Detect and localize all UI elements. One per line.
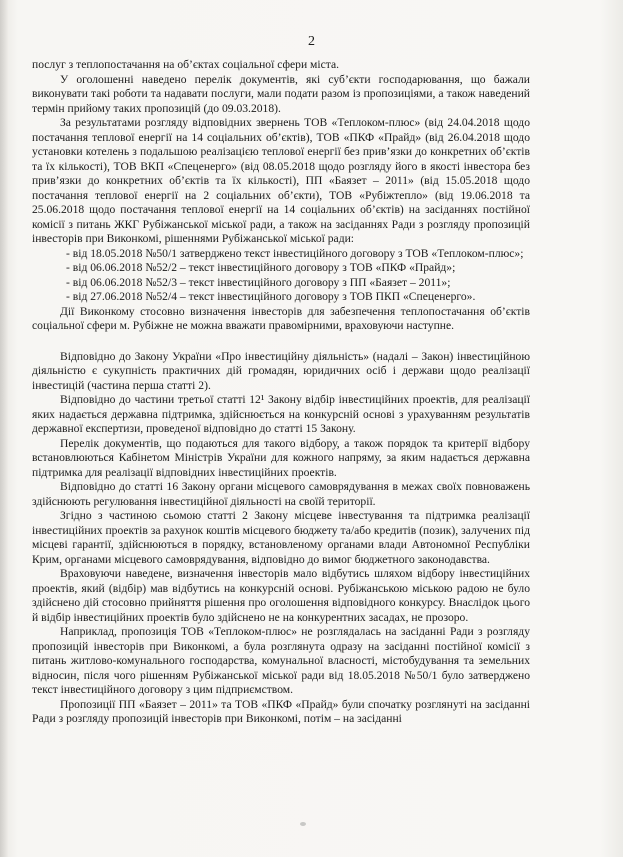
page-number: 2 bbox=[308, 34, 315, 49]
paragraph: Дії Виконкому стосовно визначення інвесторів для забезпечення теплопостачання об’єктів соціальної сфери м. Рубіжне не можна вважати правомірними, враховуючи наступне. bbox=[32, 304, 530, 332]
list-item: - від 27.06.2018 №52/4 – текст інвестиційного договору з ТОВ ПКП «Спеценерго». bbox=[66, 290, 476, 303]
paragraph: Відповідно до частини третьої статті 12¹ Закону відбір інвестиційних проектів, для реалізації яких надається державна підтримка, здійснюється на конкурсній основі з урахуванням результатів державної експертизи, проведеної відповідно до статті 15 Закону. bbox=[32, 393, 530, 435]
list-item: - від 06.06.2018 №52/3 – текст інвестиційного договору з ПП «Баязет – 2011»; bbox=[66, 275, 451, 289]
page-fold-shadow bbox=[0, 0, 8, 857]
paragraph: Згідно з частиною сьомою статті 2 Закону місцеве інвестування та підтримка реалізації інвестиційних проектів за рахунок коштів місцевого бюджету та/або кредитів (позик), залучених під місцеві гарантії, здійснюються в порядку, встановленому органами влади Автономної Республіки Крим, органами місцевого самоврядування, відповідно до вимог бюджетного законодавства. bbox=[32, 509, 530, 566]
paragraph: послуг з теплопостачання на об’єктах соціальної сфери міста. bbox=[32, 58, 340, 71]
paragraph: Перелік документів, що подаються для такого відбору, а також порядок та критерії відбору встановлюються Кабінетом Міністрів України для кожного напряму, за яким надається державна підтримка для реалізації відповідних інвестиційних проектів. bbox=[32, 436, 530, 479]
paragraph: Наприклад, пропозиція ТОВ «Теплоком-плюс» не розглядалась на засіданні Ради з розгляду пропозицій інвесторів при Виконкомі, а була розглянута одразу на засіданні постійної комісії з питань житлово-комунального господарства, комунальної власності, містобудування та земельних відносин, після чого рішенням Рубіжанської міської ради від 18.05.2018 №50/1 було затверджено текст інвестиційного договору з цим підприємством. bbox=[32, 625, 530, 696]
list-item: - від 18.05.2018 №50/1 затверджено текст інвестиційного договору з ТОВ «Теплоком-плюс»; bbox=[66, 246, 524, 260]
paragraph: Відповідно до Закону України «Про інвестиційну діяльність» (надалі – Закон) інвестиційною діяльністю є сукупність практичних дій громадян, юридичних осіб і держави щодо реалізації інвестицій (частина перша статті 2). bbox=[32, 349, 530, 392]
paragraph: Враховуючи наведене, визначення інвесторів мало відбутись шляхом відбору інвестиційних проектів, який (відбір) мав відбутись на конкурсній основі. Рубіжанською міською радою не було здійснено дій стосовно прийняття рішення про оголошення відповідного конкурсу. Внаслідок цього й відбір інвестиційних проектів було здійснено не на конкурентних засадах, не прозоро. bbox=[32, 567, 530, 624]
paragraph: За результатами розгляду відповідних звернень ТОВ «Теплоком-плюс» (від 24.04.2018 щодо постачання теплової енергії на 14 соціальних об’єктів), ТОВ «ПКФ «Прайд» (від 26.04.2018 щодо установки котелень з подальшою реалізацією теплової енергії без прив’язки до конкретних об’єктів та їх кількості), ТОВ ВКП «Спеценерго» (від 08.05.2018 щодо розгляду його в якості інвестора без прив’язки до конкретних об’єктів та їх кількості), ПП «Баязет – 2011» (від 15.05.2018 щодо постачання теплової енергії на 2 соціальних об’єкти), ТОВ «Рубіжтепло» (від 19.06.2018 та 25.06.2018 щодо постачання теплової енергії на 14 соціальних об’єктів) на засіданнях постійної комісії з питань ЖКГ Рубіжанської міської ради, а також на засіданнях Ради з розгляду пропозицій інвесторів при Виконкомі, рішеннями Рубіжанської міської ради: bbox=[32, 116, 530, 245]
paragraph: Пропозиції ПП «Баязет – 2011» та ТОВ «ПКФ «Прайд» були спочатку розглянуті на засіданні Ради з розгляду пропозицій інвесторів при Виконкомі, потім – на засіданні bbox=[32, 697, 530, 725]
paragraph-gap bbox=[32, 334, 530, 350]
list-item: - від 06.06.2018 №52/2 – текст інвестиційного договору з ТОВ «ПКФ «Прайд»; bbox=[66, 261, 456, 274]
paragraph: У оголошенні наведено перелік документів, які суб’єкти господарювання, що бажали виконувати такі роботи та надавати послуги, мали подати разом із пропозиціями, а також наведений термін прийому таких пропозицій (до 09.03.2018). bbox=[32, 72, 530, 115]
scan-smudge bbox=[300, 822, 306, 826]
paragraph: Відповідно до статті 16 Закону органи місцевого самоврядування в межах своїх повноважень здійснюють регулювання інвестиційної діяльності на своїй території. bbox=[32, 480, 530, 508]
document-body bbox=[32, 58, 530, 727]
